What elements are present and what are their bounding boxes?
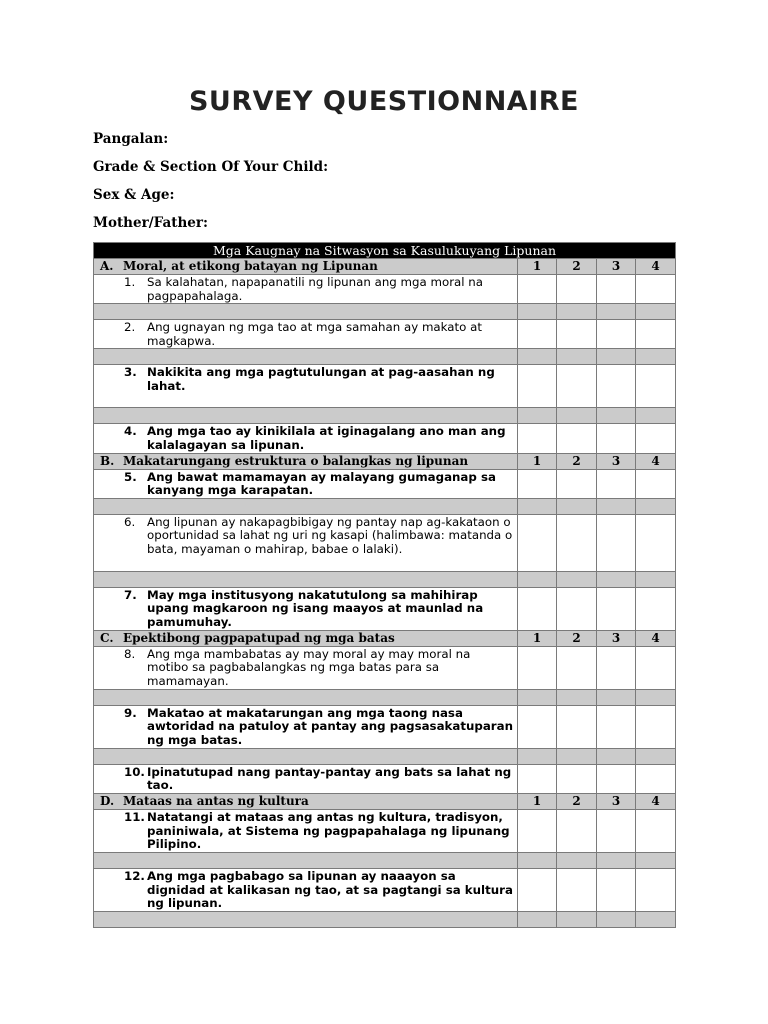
rating-cell[interactable]	[597, 764, 636, 793]
rating-header-1: 1	[518, 453, 557, 469]
rating-header-4: 4	[636, 793, 676, 809]
rating-cell[interactable]	[557, 424, 597, 453]
question-number: 3.	[124, 365, 137, 380]
rating-cell[interactable]	[636, 646, 676, 689]
rating-header-4: 4	[636, 630, 676, 646]
rating-header-1: 1	[518, 793, 557, 809]
rating-header-3: 3	[597, 630, 636, 646]
section-title: Makatarungang estruktura o balangkas ng lipunan	[123, 453, 469, 468]
question-row	[94, 514, 676, 571]
rating-cell[interactable]	[518, 764, 557, 793]
rating-header-2: 2	[557, 793, 597, 809]
question-row	[94, 365, 676, 408]
rating-cell[interactable]	[597, 275, 636, 304]
question-text: Ang ugnayan ng mga tao at mga samahan ay makato at magkapwa.	[147, 320, 482, 348]
rating-cell[interactable]	[636, 587, 676, 630]
question-number: 8.	[124, 646, 136, 661]
rating-cell[interactable]	[518, 646, 557, 689]
rating-cell[interactable]	[557, 868, 597, 911]
question-number: 2.	[124, 320, 136, 335]
rating-cell[interactable]	[518, 320, 557, 349]
field-name-label: Pangalan:	[93, 131, 169, 147]
question-number: 11.	[124, 809, 145, 824]
rating-header-3: 3	[597, 793, 636, 809]
question-text: Ang lipunan ay nakapagbibigay ng pantay nap ag-kakataon o oportunidad sa lahat ng uri ng kasapi (halimbawa: matanda o bata, mayaman o mahirap, babae o lalaki).	[147, 514, 513, 556]
rating-cell[interactable]	[636, 764, 676, 793]
question-row	[94, 469, 676, 498]
rating-cell[interactable]	[597, 424, 636, 453]
rating-header-2: 2	[557, 259, 597, 275]
rating-header-3: 3	[597, 259, 636, 275]
section-row	[94, 259, 676, 275]
question-text: Sa kalahatan, napapanatili ng lipunan ang mga moral na pagpapahalaga.	[147, 275, 484, 303]
section-row	[94, 453, 676, 469]
rating-cell[interactable]	[597, 646, 636, 689]
rating-cell[interactable]	[636, 809, 676, 852]
question-text: Ang bawat mamamayan ay malayang gumaganap sa kanyang mga karapatan.	[147, 469, 496, 498]
rating-cell[interactable]	[518, 365, 557, 408]
rating-cell[interactable]	[557, 809, 597, 852]
question-row	[94, 424, 676, 453]
rating-cell[interactable]	[597, 514, 636, 571]
section-letter: A.	[100, 259, 114, 273]
rating-cell[interactable]	[518, 514, 557, 571]
rating-cell[interactable]	[636, 320, 676, 349]
question-text: Ang mga tao ay kinikilala at iginagalang ano man ang kalalagayan sa lipunan.	[147, 424, 506, 452]
rating-cell[interactable]	[636, 424, 676, 453]
question-number: 1.	[124, 275, 136, 289]
rating-header-1: 1	[518, 630, 557, 646]
spacer-row	[94, 408, 676, 424]
section-title: Epektibong pagpapatupad ng mga batas	[123, 630, 395, 645]
question-row	[94, 764, 676, 793]
field-parent-label: Mother/Father:	[93, 215, 208, 231]
table-header: Mga Kaugnay na Sitwasyon sa Kasulukuyang Lipunan	[94, 243, 676, 259]
rating-cell[interactable]	[636, 705, 676, 748]
rating-cell[interactable]	[636, 275, 676, 304]
spacer-row	[94, 911, 676, 927]
section-letter: D.	[100, 793, 115, 808]
question-row	[94, 587, 676, 630]
rating-cell[interactable]	[518, 868, 557, 911]
rating-cell[interactable]	[597, 587, 636, 630]
rating-cell[interactable]	[557, 365, 597, 408]
question-text: Ipinatutupad nang pantay-pantay ang bats sa lahat ng tao.	[147, 764, 512, 793]
question-row	[94, 705, 676, 748]
question-row	[94, 320, 676, 349]
question-text: Ang mga mambabatas ay may moral ay may moral na motibo sa pagbabalangkas ng mga batas para sa mamamayan.	[147, 646, 471, 688]
spacer-row	[94, 349, 676, 365]
question-text: Ang mga pagbabago sa lipunan ay naaayon sa dignidad at kalikasan ng tao, at sa pagtangi sa kultura ng lipunan.	[147, 868, 513, 911]
rating-cell[interactable]	[518, 469, 557, 498]
spacer-row	[94, 304, 676, 320]
spacer-row	[94, 748, 676, 764]
rating-cell[interactable]	[636, 469, 676, 498]
section-row	[94, 793, 676, 809]
rating-header-3: 3	[597, 453, 636, 469]
question-number: 9.	[124, 705, 137, 720]
rating-cell[interactable]	[557, 275, 597, 304]
question-number: 7.	[124, 587, 137, 602]
rating-cell[interactable]	[597, 365, 636, 408]
spacer-row	[94, 852, 676, 868]
spacer-row	[94, 571, 676, 587]
rating-header-2: 2	[557, 630, 597, 646]
rating-cell[interactable]	[636, 868, 676, 911]
rating-cell[interactable]	[518, 275, 557, 304]
question-number: 10.	[124, 764, 145, 779]
rating-cell[interactable]	[597, 809, 636, 852]
rating-cell[interactable]	[518, 705, 557, 748]
question-row	[94, 868, 676, 911]
rating-cell[interactable]	[518, 424, 557, 453]
rating-cell[interactable]	[557, 514, 597, 571]
spacer-row	[94, 689, 676, 705]
question-number: 4.	[124, 424, 137, 439]
rating-cell[interactable]	[597, 469, 636, 498]
spacer-row	[94, 498, 676, 514]
question-text: Natatangi at mataas ang antas ng kultura, tradisyon, paniniwala, at Sistema ng pagpapahalaga ng lipunang Pilipino.	[147, 809, 510, 852]
section-title: Mataas na antas ng kultura	[123, 793, 309, 808]
question-number: 6.	[124, 514, 136, 529]
field-sex-age-label: Sex & Age:	[93, 187, 175, 203]
question-text: May mga institusyong nakatutulong sa mahihirap upang magkaroon ng isang maayos at maunlad na pamumuhay.	[147, 587, 484, 629]
question-text: Makatao at makatarungan ang mga taong nasa awtoridad na patuloy at pantay ang pagsasakatuparan ng mga batas.	[147, 705, 513, 747]
rating-cell[interactable]	[557, 469, 597, 498]
question-number: 12.	[124, 868, 145, 883]
section-letter: C.	[100, 630, 114, 645]
rating-cell[interactable]	[557, 705, 597, 748]
rating-cell[interactable]	[557, 646, 597, 689]
rating-header-4: 4	[636, 259, 676, 275]
field-grade-section-label: Grade & Section Of Your Child:	[93, 159, 329, 175]
section-row	[94, 630, 676, 646]
rating-header-2: 2	[557, 453, 597, 469]
survey-table	[93, 242, 676, 928]
rating-cell[interactable]	[597, 868, 636, 911]
rating-header-1: 1	[518, 259, 557, 275]
question-row	[94, 646, 676, 689]
question-number: 5.	[124, 469, 137, 484]
question-row	[94, 809, 676, 852]
rating-cell[interactable]	[518, 587, 557, 630]
question-text: Nakikita ang mga pagtutulungan at pag-aasahan ng lahat.	[147, 365, 495, 393]
rating-cell[interactable]	[636, 514, 676, 571]
page-title: SURVEY QUESTIONNAIRE	[188, 86, 579, 117]
rating-cell[interactable]	[518, 809, 557, 852]
section-title: Moral, at etikong batayan ng Lipunan	[123, 259, 378, 273]
section-letter: B.	[100, 453, 115, 468]
rating-cell[interactable]	[557, 764, 597, 793]
rating-cell[interactable]	[636, 365, 676, 408]
rating-header-4: 4	[636, 453, 676, 469]
rating-cell[interactable]	[597, 705, 636, 748]
rating-cell[interactable]	[557, 320, 597, 349]
rating-cell[interactable]	[557, 587, 597, 630]
question-row	[94, 275, 676, 304]
rating-cell[interactable]	[597, 320, 636, 349]
